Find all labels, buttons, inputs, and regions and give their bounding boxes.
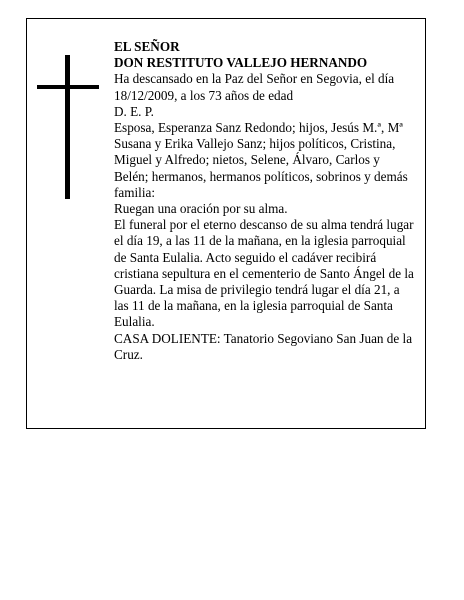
title-line-1: EL SEÑOR <box>114 39 180 54</box>
cross-icon <box>37 55 99 199</box>
family-list: Esposa, Esperanza Sanz Redondo; hijos, Jesús M.ª, Mª Susana y Erika Vallejo Sanz; hijos políticos, Cristina, Miguel y Alfredo; nietos, Selene, Álvaro, Carlos y Belén; hermanos, hermanos políticos, sobrinos y demás familia: <box>114 120 408 200</box>
dep-line: D. E. P. <box>114 103 154 119</box>
funeral-details: El funeral por el eterno descanso de su alma tendrá lugar el día 19, a las 11 de la mañana, en la iglesia parroquial de Santa Eulalia. Acto seguido el cadáver recibirá cristiana sepultura en el cementerio de Santo Ángel de la Guarda. La misa de privilegio tendrá lugar el día 21, a las 11 de la mañana, en la iglesia parroquial de Santa Eulalia. <box>114 217 414 330</box>
obituary-notice <box>26 18 426 429</box>
cross-vertical-bar <box>65 55 70 199</box>
obituary-text <box>114 39 416 363</box>
deceased-name: DON RESTITUTO VALLEJO HERNANDO <box>114 55 368 71</box>
mourning-house: CASA DOLIENTE: Tanatorio Segoviano San Juan de la Cruz. <box>114 330 413 362</box>
death-announcement: Ha descansado en la Paz del Señor en Segovia, el día 18/12/2009, a los 73 años de edad <box>114 71 395 103</box>
prayer-request: Ruegan una oración por su alma. <box>114 201 288 217</box>
cross-horizontal-bar <box>37 85 99 89</box>
